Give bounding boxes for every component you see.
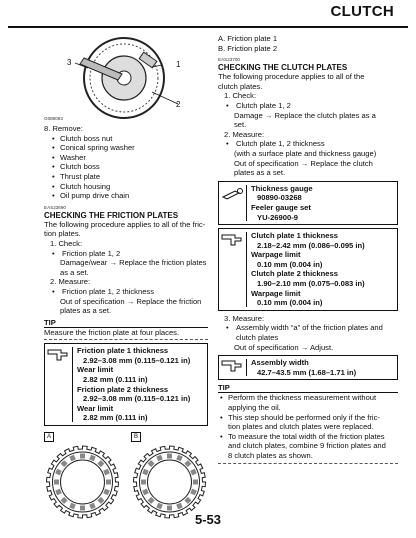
spec-title: Friction plate 2 thickness (77, 384, 169, 394)
spec-title: Warpage limit (251, 250, 301, 260)
left-column (44, 34, 208, 526)
list-item: • Thrust plate (44, 172, 208, 182)
spec-value: 0.10 mm (0.004 in) (257, 259, 323, 269)
check-item: • Friction plate 1, 2 (44, 249, 208, 259)
legend-item: A. Friction plate 1 (218, 34, 278, 43)
measure-item: • Clutch plate 1, 2 thickness (218, 139, 398, 149)
callout-1: 1 (176, 60, 181, 69)
spec-value: 2.82 mm (0.111 in) (83, 413, 148, 423)
section-code: EAS23700 (218, 57, 240, 63)
measure3-result: Out of specification → Adjust. (234, 342, 334, 352)
page-header (0, 0, 416, 30)
tip-item: • This step should be performed only if the fric- tion plates and clutch plates were replaced. (218, 413, 398, 432)
list-item: • Oil pump drive chain (44, 191, 208, 201)
caliper-icon (45, 344, 73, 425)
spec-value: 2.92–3.08 mm (0.115–0.121 in) (83, 355, 191, 365)
assembly-spec-values (247, 356, 360, 379)
spec-value: 0.10 mm (0.004 in) (257, 298, 323, 308)
spec-title: Clutch plate 2 thickness (251, 269, 338, 279)
measure3-item: • Assembly width “a” of the friction plates and clutch plates (218, 323, 398, 342)
tip-item: • To measure the total width of the friction plates and clutch plates, combine 9 friction plates and 8 clutch plates as shown. (218, 432, 398, 461)
spec-title: Wear limit (77, 365, 114, 375)
measure-result: Out of specification → Replace the friction plates as a set. (60, 296, 202, 316)
spec-title: Assembly width (251, 358, 309, 368)
clutch-boss-figure (44, 34, 194, 122)
check-step: 1. Check: (50, 238, 83, 248)
gauge-spec-values (247, 182, 317, 224)
spec-value: 90890-03268 (257, 193, 302, 203)
callout-2: 2 (176, 100, 181, 109)
tip-divider (218, 463, 398, 464)
section-title: CHECKING THE FRICTION PLATES (44, 210, 179, 220)
check-item: • Clutch plate 1, 2 (218, 101, 398, 111)
header-rule (8, 26, 408, 28)
section-intro: The following procedure applies to all of the clutch plates. (218, 72, 365, 91)
spec-value: 2.82 mm (0.111 in) (83, 375, 148, 385)
section-intro: The following procedure applies to all of the fric- tion plates. (44, 219, 206, 239)
spec-value: 42.7–43.5 mm (1.68–1.71 in) (257, 367, 357, 377)
caliper-icon (219, 356, 247, 379)
tip-divider (44, 339, 208, 340)
right-column (218, 34, 398, 467)
spec-value: 2.18–2.42 mm (0.086–0.095 in) (257, 240, 365, 250)
measure3-step: 3. Measure: (224, 313, 265, 323)
tool-icon (219, 182, 247, 224)
remove-list (44, 134, 208, 201)
clutch-spec-values (247, 229, 369, 310)
page-title: CLUTCH (330, 3, 394, 20)
check-result: Damage/wear → Replace the friction plates as a set. (60, 258, 207, 277)
assembly-spec-box (218, 355, 398, 380)
tip-text: Measure the friction plate at four places. (44, 327, 180, 337)
list-item: • Washer (44, 153, 208, 163)
measure-result: Out of specification → Replace the clutch plates as a set. (234, 158, 373, 178)
measure-note: (with a surface plate and thickness gauge) (234, 148, 377, 158)
spec-title: Warpage limit (251, 288, 301, 298)
spec-title: Thickness gauge (251, 183, 313, 193)
list-item: • Clutch housing (44, 182, 208, 192)
spec-title: Clutch plate 1 thickness (251, 231, 338, 241)
page-number: 5-53 (194, 512, 222, 527)
caliper-icon (219, 229, 247, 310)
spec-title: Friction plate 1 thickness (77, 346, 169, 356)
list-item: • Clutch boss (44, 162, 208, 172)
friction-spec-box (44, 343, 208, 426)
spec-value: 1.90–2.10 mm (0.075–0.083 in) (257, 279, 365, 289)
spec-title: Feeler gauge set (251, 202, 311, 212)
section-code: EAS23690 (44, 204, 66, 210)
check-result: Damage → Replace the clutch plates as a set. (234, 110, 376, 130)
callout-3: 3 (67, 58, 72, 67)
section-title: CHECKING THE CLUTCH PLATES (218, 63, 348, 73)
list-item: • Conical spring washer (44, 143, 208, 153)
remove-step: 8. Remove: (44, 124, 83, 133)
figure-code: G088093 (44, 116, 63, 121)
measure-step: 2. Measure: (224, 129, 265, 139)
spec-value: 2.92–3.08 mm (0.115–0.121 in) (83, 394, 191, 404)
spec-title: Wear limit (77, 403, 114, 413)
spec-value: YU-26900-9 (257, 212, 298, 222)
tip-label: TIP (218, 383, 398, 393)
measure-step: 2. Measure: (50, 277, 91, 287)
list-item: • Clutch boss nut (44, 134, 208, 144)
plate-tag: A (44, 432, 54, 442)
legend-item: B. Friction plate 2 (218, 43, 278, 53)
clutch-spec-box (218, 228, 398, 311)
measure-item: • Friction plate 1, 2 thickness (44, 287, 208, 297)
clutch-boss-illustration (44, 34, 194, 122)
check-step: 1. Check: (224, 91, 257, 101)
tip-item: • Perform the thickness measurement without applying the oil. (218, 393, 398, 412)
gauge-spec-box (218, 181, 398, 225)
tip-label: TIP (44, 318, 208, 328)
friction-spec-values (73, 344, 194, 425)
plate-tag: B (131, 432, 141, 442)
